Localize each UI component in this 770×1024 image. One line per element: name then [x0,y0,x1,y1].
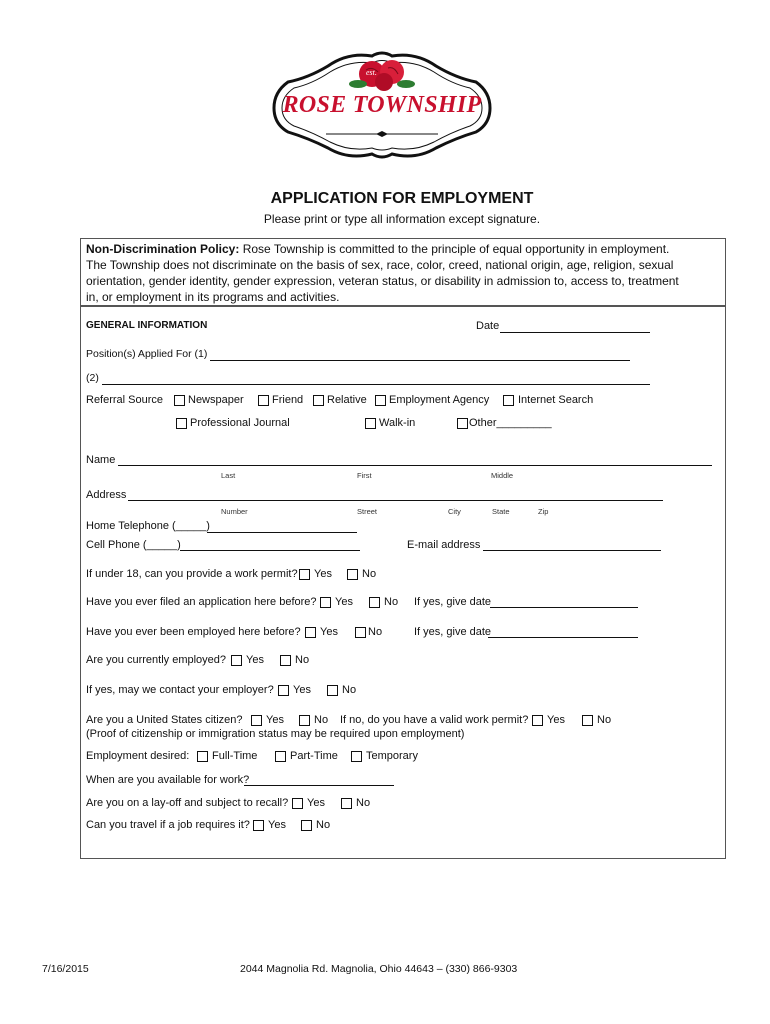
name-field[interactable] [118,465,712,466]
contact-employer-no-label: No [342,684,357,696]
currently-employed-yes-label: Yes [246,654,264,666]
policy-text [86,241,726,305]
filed-before-date-field[interactable] [490,607,638,608]
email-field[interactable] [483,550,661,551]
referral-internet-label: Internet Search [518,394,594,406]
referral-agency-checkbox[interactable] [375,395,386,406]
layoff-no-label: No [356,797,371,809]
valid-permit-yes-label: Yes [547,714,565,726]
address-label: Address [86,489,127,501]
citizenship-note: (Proof of citizenship or immigration status may be required upon employment) [86,728,465,740]
logo [268,48,496,160]
address-sub-state: State [492,507,510,516]
referral-internet-checkbox[interactable] [503,395,514,406]
name-label: Name [86,454,116,466]
referral-relative-checkbox[interactable] [313,395,324,406]
address-sub-street: Street [357,507,378,516]
name-sub-middle: Middle [491,471,514,480]
position-2-field[interactable] [102,384,650,385]
name-sub-last: Last [221,471,236,480]
referral-friend-checkbox[interactable] [258,395,269,406]
email-label: E-mail address [407,539,481,551]
policy-line-1-text: Rose Township is committed to the principle of equal opportunity in employment. [242,242,670,256]
general-info-heading: GENERAL INFORMATION [86,320,208,331]
filed-before-no-label: No [384,596,399,608]
full-time-label: Full-Time [212,750,258,762]
referral-label: Referral Source [86,394,164,406]
home-phone-field[interactable] [207,532,357,533]
availability-field[interactable] [244,785,394,786]
address-field[interactable] [128,500,663,501]
work-permit-no-checkbox[interactable] [347,569,358,580]
date-field[interactable] [500,332,650,333]
cell-phone-field[interactable] [180,550,360,551]
referral-journal-label: Professional Journal [190,417,290,429]
employed-before-question: Have you ever been employed here before? [86,626,301,638]
logo-text: ROSE TOWNSHIP [282,92,482,118]
layoff-yes-checkbox[interactable] [292,798,303,809]
part-time-label: Part-Time [290,750,338,762]
work-permit-question: If under 18, can you provide a work permit? [86,568,298,580]
footer-date: 7/16/2015 [42,963,89,975]
name-sub-first: First [357,471,372,480]
travel-question: Can you travel if a job requires it? [86,819,250,831]
part-time-checkbox[interactable] [275,751,286,762]
contact-employer-question: If yes, may we contact your employer? [86,684,274,696]
address-sub-zip: Zip [538,507,549,516]
policy-heading: Non-Discrimination Policy: [86,242,240,256]
filed-before-yes-label: Yes [335,596,353,608]
referral-newspaper-label: Newspaper [188,394,244,406]
citizen-yes-checkbox[interactable] [251,715,262,726]
currently-employed-yes-checkbox[interactable] [231,655,242,666]
policy-line-1 [86,241,726,257]
layoff-no-checkbox[interactable] [341,798,352,809]
work-permit-yes-checkbox[interactable] [299,569,310,580]
currently-employed-no-checkbox[interactable] [280,655,291,666]
cell-phone-label: Cell Phone (_____) [86,539,181,551]
referral-friend-label: Friend [272,394,304,406]
date-label: Date [476,320,500,332]
employed-before-date-label: If yes, give date [414,626,492,638]
referral-newspaper-checkbox[interactable] [174,395,185,406]
filed-before-question: Have you ever filed an application here before? [86,596,317,608]
travel-yes-label: Yes [268,819,286,831]
valid-permit-question: If no, do you have a valid work permit? [340,714,529,726]
page-subtitle: Please print or type all information except signature. [263,212,541,226]
citizen-question: Are you a United States citizen? [86,714,243,726]
contact-employer-yes-checkbox[interactable] [278,685,289,696]
employed-before-no-label: No [368,626,383,638]
referral-walkin-label: Walk-in [379,417,416,429]
citizen-yes-label: Yes [266,714,284,726]
currently-employed-question: Are you currently employed? [86,654,227,666]
employed-before-yes-label: Yes [320,626,338,638]
employment-desired-label: Employment desired: [86,750,190,762]
employed-before-date-field[interactable] [488,637,638,638]
valid-permit-no-checkbox[interactable] [582,715,593,726]
policy-line-3: orientation, gender identity, gender expression, veteran status, or disability in admission to, access to, treatment [86,274,679,288]
employed-before-no-checkbox[interactable] [355,627,366,638]
footer-address: 2044 Magnolia Rd. Magnolia, Ohio 44643 – (330) 866-9303 [240,963,518,975]
referral-relative-label: Relative [327,394,367,406]
temporary-label: Temporary [366,750,418,762]
availability-label: When are you available for work? [86,774,250,786]
full-time-checkbox[interactable] [197,751,208,762]
filed-before-no-checkbox[interactable] [369,597,380,608]
contact-employer-no-checkbox[interactable] [327,685,338,696]
layoff-question: Are you on a lay-off and subject to recall? [86,797,289,809]
logo-est-text: est. [366,68,377,77]
contact-employer-yes-label: Yes [293,684,311,696]
referral-walkin-checkbox[interactable] [365,418,376,429]
position-2-label: (2) [86,372,99,384]
policy-line-4: in, or employment in its programs and activities. [86,290,340,304]
address-sub-city: City [448,507,461,516]
filed-before-date-label: If yes, give date [414,596,492,608]
currently-employed-no-label: No [295,654,310,666]
temporary-checkbox[interactable] [351,751,362,762]
filed-before-yes-checkbox[interactable] [320,597,331,608]
valid-permit-yes-checkbox[interactable] [532,715,543,726]
position-1-field[interactable] [210,360,630,361]
citizen-no-label: No [314,714,329,726]
work-permit-no-label: No [362,568,377,580]
travel-no-checkbox[interactable] [301,820,312,831]
position-1-label: Position(s) Applied For (1) [86,348,208,360]
layoff-yes-label: Yes [307,797,325,809]
work-permit-yes-label: Yes [314,568,332,580]
policy-line-2: The Township does not discriminate on the basis of sex, race, color, creed, national origin, age, religion, sexual [86,258,674,272]
referral-journal-checkbox[interactable] [176,418,187,429]
valid-permit-no-label: No [597,714,612,726]
home-phone-label: Home Telephone (_____) [86,520,210,532]
referral-other-checkbox[interactable] [457,418,468,429]
referral-agency-label: Employment Agency [389,394,490,406]
travel-yes-checkbox[interactable] [253,820,264,831]
travel-no-label: No [316,819,331,831]
referral-other-label: Other_________ [469,417,552,429]
address-sub-number: Number [221,507,248,516]
employed-before-yes-checkbox[interactable] [305,627,316,638]
citizen-no-checkbox[interactable] [299,715,310,726]
page-title: APPLICATION FOR EMPLOYMENT [270,190,534,207]
